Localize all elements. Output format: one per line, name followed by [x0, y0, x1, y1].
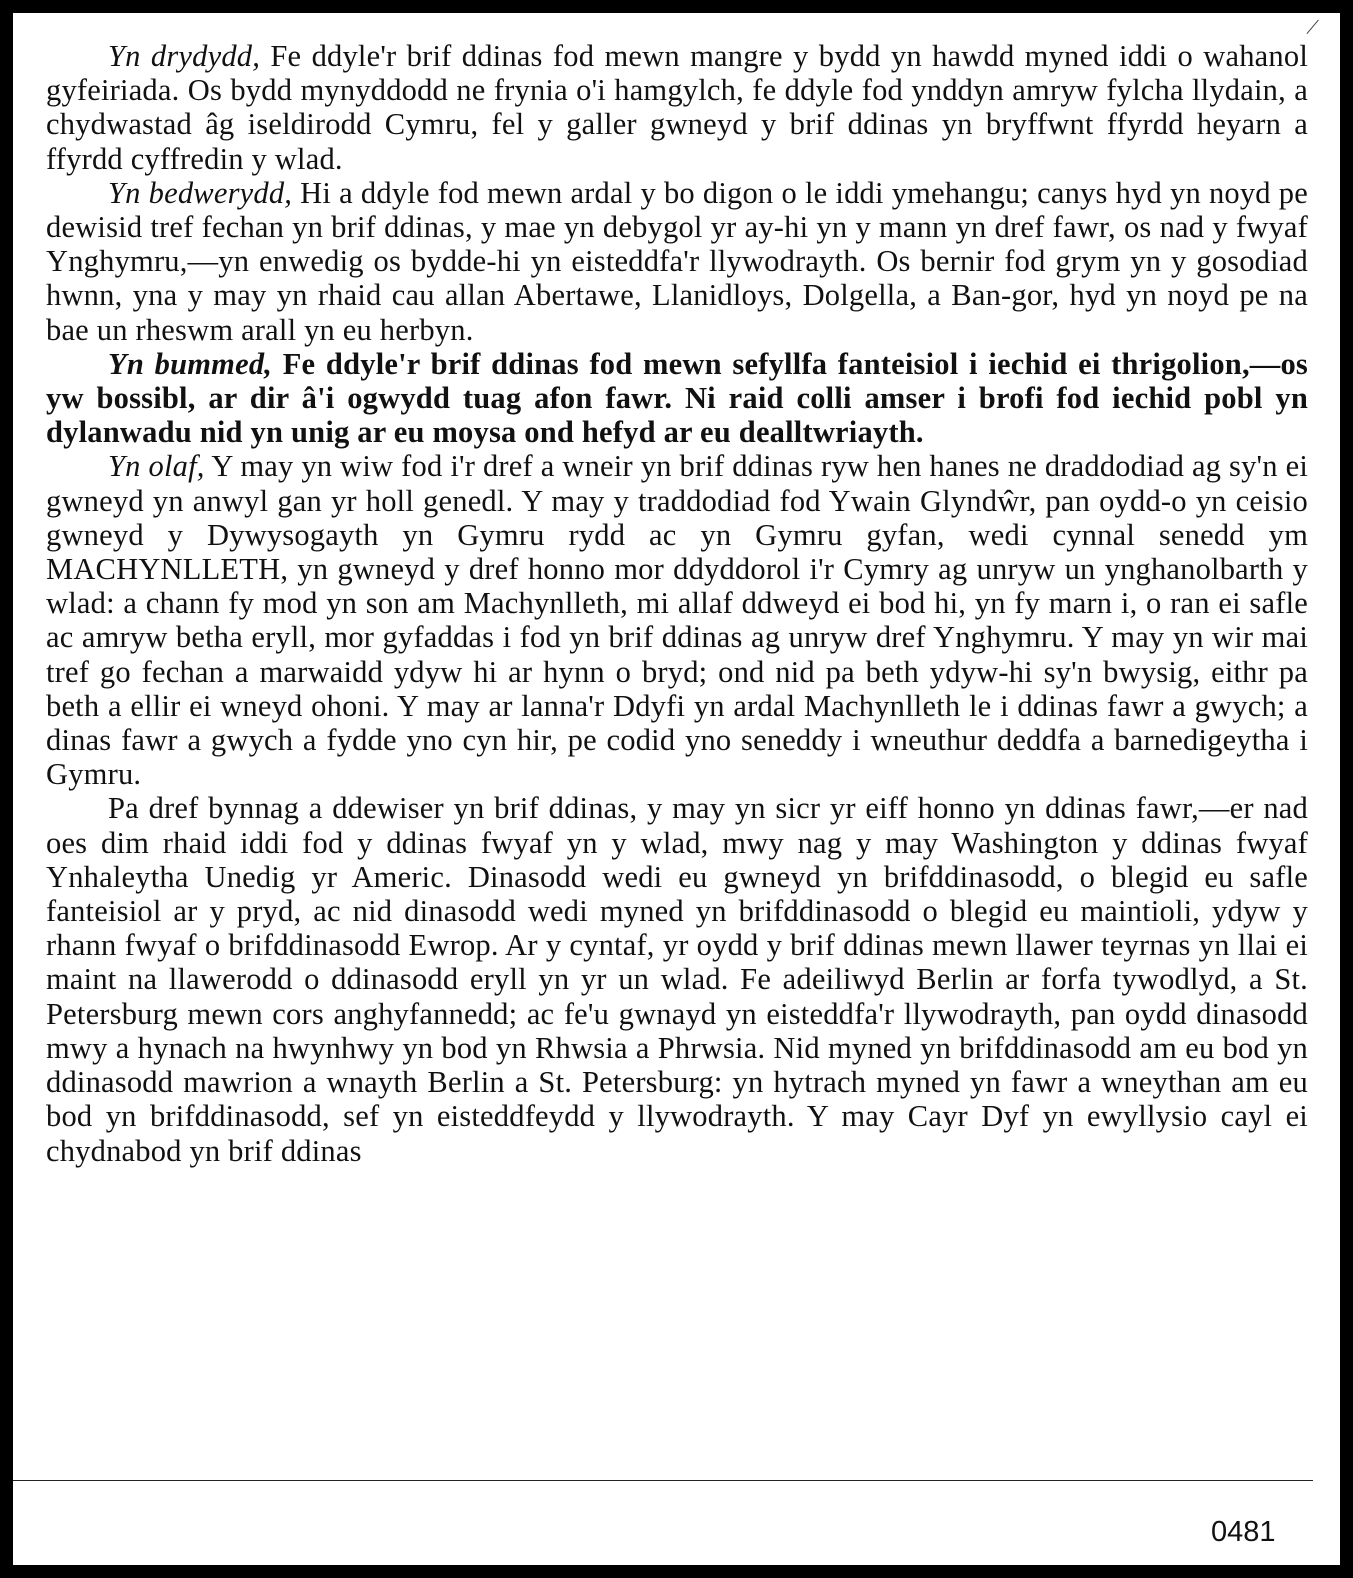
- paragraph-fourth: [46, 176, 1308, 347]
- paragraph-lead: Yn drydydd,: [108, 39, 261, 73]
- paragraph-lead: Yn bummed,: [108, 346, 273, 381]
- paragraph-lead: Yn bedwerydd,: [108, 175, 293, 210]
- paragraph-lead: Yn olaf,: [108, 449, 205, 484]
- paragraph-third: [46, 39, 1308, 176]
- paragraph-body: Y may yn wiw fod i'r dref a wneir yn brif ddinas ryw hen hanes ne draddodiad ag sy'n ei gwneyd yn anwyl gan yr holl genedl. Y may y traddodiad fod Ywain Glyndŵr, pan oydd-o yn ceisio gwneyd y Dywysogayth yn Gymru rydd ac yn Gymru gyfan, wedi cynnal senedd ym MACHYNLLETH, yn gwneyd y dref honno mor ddyddorol i'r Cymry ag unryw un ynghanolbarth y wlad: a chann fy mod yn son am Machynlleth, mi allaf ddweyd ei bod hi, yn fy marn i, o ran ei safle ac amryw betha eryll, mor gyfaddas i fod yn brif ddinas ag unryw dref Ynghymru. Y may yn wir mai tref go fechan a marwaidd ydyw hi ar hynn o bryd; ond nid pa beth ydyw-hi sy'n bwysig, eithr pa beth a ellir ei wneyd ohoni. Y may ar lanna'r Ddyfi yn ardal Machynlleth le i ddinas fawr a gwych; a dinas fawr a gwych a fydde yno cyn hir, pe codid yno seneddy i wneuthur deddfa a barnedigeytha i Gymru.: [46, 449, 1308, 792]
- page-number: 0481: [1211, 1516, 1276, 1548]
- scanned-page: [13, 13, 1340, 1565]
- paragraph-body: Fe ddyle'r brif ddinas fod mewn sefyllfa fanteisiol i iechid ei thrigolion,—os yw bossibl, ar dir â'i ogwydd tuag afon fawr. Ni raid colli amser i brofi fod iechid pobl yn dylanwadu nid yn unig ar eu moysa ond hefyd ar eu dealltwriayth.: [46, 346, 1308, 450]
- paragraph-body: Fe ddyle'r brif ddinas fod mewn mangre y bydd yn hawdd myned iddi o wahanol gyfeiriada. Os bydd mynyddodd ne frynia o'i hamgylch, fe ddyle fod ynddyn amryw fylcha llydain, a chydwastad âg iseldirodd Cymru, fel y galler gwneyd y brif ddinas yn bryffwnt ffyrdd heyarn a ffyrdd cyffredin y wlad.: [46, 39, 1308, 176]
- paragraph-body: Pa dref bynnag a ddewiser yn brif ddinas, y may yn sicr yr eiff honno yn ddinas fawr,—er nad oes dim rhaid iddi fod y ddinas fwyaf yn y wlad, mwy nag y may Washington y ddinas fwyaf Ynhaleytha Unedig yr Americ. Dinasodd wedi eu gwneyd yn brifddinasodd, o blegid eu safle fanteisiol ar y pryd, ac nid dinasodd wedi myned yn brifddinasodd o blegid eu maintioli, ydyw y rhann fwyaf o brifddinasodd Ewrop. Ar y cyntaf, yr oydd y brif ddinas mewn llawer teyrnas yn llai ei maint na llawerodd o ddinasodd eryll yn yr un wlad. Fe adeiliwyd Berlin ar forfa tywodlyd, a St. Petersburg mewn cors anghyfannedd; ac fe'u gwnayd yn eisteddfa'r llywodrayth, pan oydd dinasodd mwy a hynach na hwynhwy yn bod yn Rhwsia a Phrwsia. Nid myned yn brifddinasodd am eu bod yn ddinasodd mawrion a wnayth Berlin a St. Petersburg: yn hytrach myned yn fawr a wneythan am eu bod yn brifddinasodd, sef yn eisteddfeydd y llywodrayth. Y may Cayr Dyf yn ewyllysio cayl ei chydnabod yn brif ddinas: [46, 791, 1308, 1168]
- bottom-rule: [13, 1480, 1313, 1481]
- paragraph-last: [46, 449, 1308, 791]
- paragraph-body: Hi a ddyle fod mewn ardal y bo digon o le iddi ymehangu; canys hyd yn noyd pe dewisid tref fechan yn brif ddinas, y mae yn debygol yr ay-hi yn y mann yn dref fawr, os nad y fwyaf Ynghymru,—yn enwedig os bydde-hi yn eisteddfa'r llywodrayth. Os bernir fod grym yn y gosodiad hwnn, yna y may yn rhaid cau allan Abertawe, Llanidloys, Dolgella, a Ban-gor, hyd yn noyd pe na bae un rheswm arall yn eu herbyn.: [46, 175, 1308, 347]
- body-text: [46, 39, 1308, 1168]
- paragraph-fifth: [46, 347, 1308, 450]
- scan-mark: [1307, 20, 1327, 41]
- paragraph-capital-city: [46, 791, 1308, 1167]
